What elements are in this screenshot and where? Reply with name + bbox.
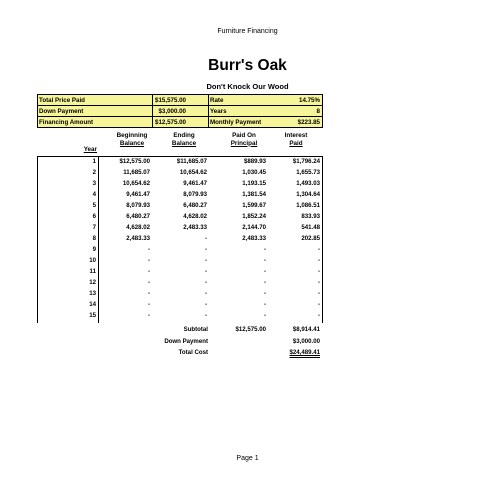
col-head-beginning — [112, 132, 152, 156]
principal-paid-cell: - — [263, 312, 266, 319]
beginning-balance-cell: 6,480.27 — [126, 213, 150, 220]
principal-paid-cell: - — [263, 290, 266, 297]
ending-header-1: Ending — [173, 132, 195, 139]
beginning-balance-cell: - — [147, 301, 150, 308]
down-payment-label: Down Payment — [39, 108, 84, 115]
total-cost-value: $24,489.41 — [289, 349, 320, 356]
year-cell: 4 — [92, 191, 96, 198]
interest-paid-cell: 202.85 — [301, 235, 320, 242]
principal-paid-cell: - — [263, 257, 266, 264]
ending-header-2: Balance — [171, 139, 197, 147]
year-header: Year — [83, 146, 97, 153]
principal-paid-cell: 2,144.70 — [242, 224, 266, 231]
principal-paid-cell: - — [263, 268, 266, 275]
year-cell: 9 — [92, 246, 96, 253]
financing-label: Financing Amount — [39, 119, 94, 126]
beginning-balance-cell: - — [147, 257, 150, 264]
principal-paid-cell: $889.93 — [243, 158, 266, 165]
year-cell: 13 — [89, 290, 96, 297]
principal-paid-cell: 1,193.15 — [242, 180, 266, 187]
principal-header-2: Principal — [230, 139, 258, 147]
subtotal-interest: $8,914.41 — [292, 326, 320, 333]
interest-paid-cell: 833.93 — [301, 213, 320, 220]
beginning-header-2: Balance — [119, 139, 145, 147]
beginning-balance-cell: $12,575.00 — [119, 158, 150, 165]
input-block — [37, 94, 323, 128]
principal-paid-cell: - — [263, 301, 266, 308]
ending-balance-cell: 4,628.02 — [183, 213, 207, 220]
sheet-subtitle: Don't Knock Our Wood — [206, 82, 289, 91]
beginning-balance-cell: 2,483.33 — [126, 235, 150, 242]
table-border — [322, 156, 323, 323]
interest-paid-cell: $1,796.24 — [292, 158, 320, 165]
principal-paid-cell: - — [263, 246, 266, 253]
rate-label: Rate — [210, 97, 224, 104]
col-head-principal — [224, 132, 264, 156]
table-border — [37, 156, 38, 323]
year-cell: 1 — [92, 158, 96, 165]
monthly-payment-label: Monthly Payment — [210, 119, 262, 126]
beginning-balance-cell: - — [147, 290, 150, 297]
financing-value: $12,575.00 — [155, 119, 186, 126]
page-header: Furniture Financing — [217, 28, 278, 35]
ending-balance-cell: 10,654.62 — [179, 169, 207, 176]
beginning-balance-cell: - — [147, 246, 150, 253]
interest-paid-cell: - — [317, 257, 320, 264]
years-value[interactable]: 8 — [316, 108, 320, 115]
interest-paid-cell: 1,304.64 — [296, 191, 320, 198]
year-cell: 8 — [92, 235, 96, 242]
beginning-balance-cell: - — [147, 268, 150, 275]
year-cell: 7 — [92, 224, 96, 231]
ending-balance-cell: - — [204, 279, 207, 286]
col-head-ending — [164, 132, 204, 156]
table-border — [98, 156, 99, 323]
principal-paid-cell: 1,599.67 — [242, 202, 266, 209]
interest-paid-cell: - — [317, 301, 320, 308]
ending-balance-cell: 6,480.27 — [183, 202, 207, 209]
principal-paid-cell: 2,483.33 — [242, 235, 266, 242]
year-cell: 11 — [89, 268, 96, 275]
interest-paid-cell: 1,493.03 — [296, 180, 320, 187]
beginning-balance-cell: 8,079.93 — [126, 202, 150, 209]
monthly-payment-value: $223.85 — [297, 119, 320, 126]
interest-paid-cell: - — [317, 268, 320, 275]
beginning-balance-cell: 9,461.47 — [126, 191, 150, 198]
total-price-label: Total Price Paid — [39, 97, 85, 104]
year-cell: 6 — [92, 213, 96, 220]
principal-paid-cell: - — [263, 279, 266, 286]
ending-balance-cell: - — [204, 312, 207, 319]
down-payment-value[interactable]: $3,000.00 — [158, 108, 186, 115]
page-footer: Page 1 — [236, 455, 259, 462]
subtotal-label: Subtotal — [183, 326, 208, 333]
ending-balance-cell: 2,483.33 — [183, 224, 207, 231]
interest-paid-cell: - — [317, 312, 320, 319]
ending-balance-cell: - — [204, 268, 207, 275]
ending-balance-cell: - — [204, 290, 207, 297]
beginning-balance-cell: - — [147, 279, 150, 286]
beginning-balance-cell: 11,685.07 — [123, 169, 150, 176]
interest-paid-cell: 1,655.73 — [296, 169, 320, 176]
year-cell: 12 — [89, 279, 96, 286]
input-row-3 — [38, 116, 322, 128]
total-price-value[interactable]: $15,575.00 — [155, 97, 186, 104]
interest-paid-cell: - — [317, 279, 320, 286]
year-cell: 3 — [92, 180, 96, 187]
beginning-balance-cell: 4,628.02 — [126, 224, 150, 231]
year-cell: 14 — [89, 301, 96, 308]
summary-down-payment-label: Down Payment — [164, 338, 208, 345]
year-cell: 2 — [92, 169, 96, 176]
year-cell: 15 — [89, 312, 96, 319]
ending-balance-cell: 8,079.93 — [183, 191, 207, 198]
beginning-header-1: Beginning — [116, 132, 148, 139]
rate-value[interactable]: 14.75% — [299, 97, 320, 104]
interest-paid-cell: - — [317, 246, 320, 253]
ending-balance-cell: - — [204, 246, 207, 253]
ending-balance-cell: - — [204, 235, 207, 242]
interest-paid-cell: 541.48 — [301, 224, 320, 231]
interest-paid-cell: 1,086.51 — [296, 202, 320, 209]
beginning-balance-cell: - — [147, 312, 150, 319]
sheet-title: Burr's Oak — [208, 57, 287, 74]
summary-down-payment-value: $3,000.00 — [292, 338, 320, 345]
ending-balance-cell: - — [204, 301, 207, 308]
principal-paid-cell: 1,381.54 — [242, 191, 266, 198]
year-cell: 5 — [92, 202, 96, 209]
beginning-balance-cell: 10,654.62 — [122, 180, 150, 187]
interest-paid-cell: - — [317, 290, 320, 297]
col-head-interest — [276, 132, 316, 156]
principal-paid-cell: 1,852.24 — [242, 213, 266, 220]
ending-balance-cell: - — [204, 257, 207, 264]
interest-header-1: Interest — [284, 132, 308, 139]
ending-balance-cell: 9,461.47 — [183, 180, 207, 187]
principal-paid-cell: 1,030.45 — [242, 169, 266, 176]
principal-header-1: Paid On — [232, 132, 256, 139]
ending-balance-cell: $11,685.07 — [176, 158, 207, 165]
total-cost-label: Total Cost — [178, 349, 208, 356]
years-label: Years — [210, 108, 227, 115]
year-cell: 10 — [89, 257, 96, 264]
subtotal-principal: $12,575.00 — [235, 326, 266, 333]
interest-header-2: Paid — [289, 139, 303, 147]
